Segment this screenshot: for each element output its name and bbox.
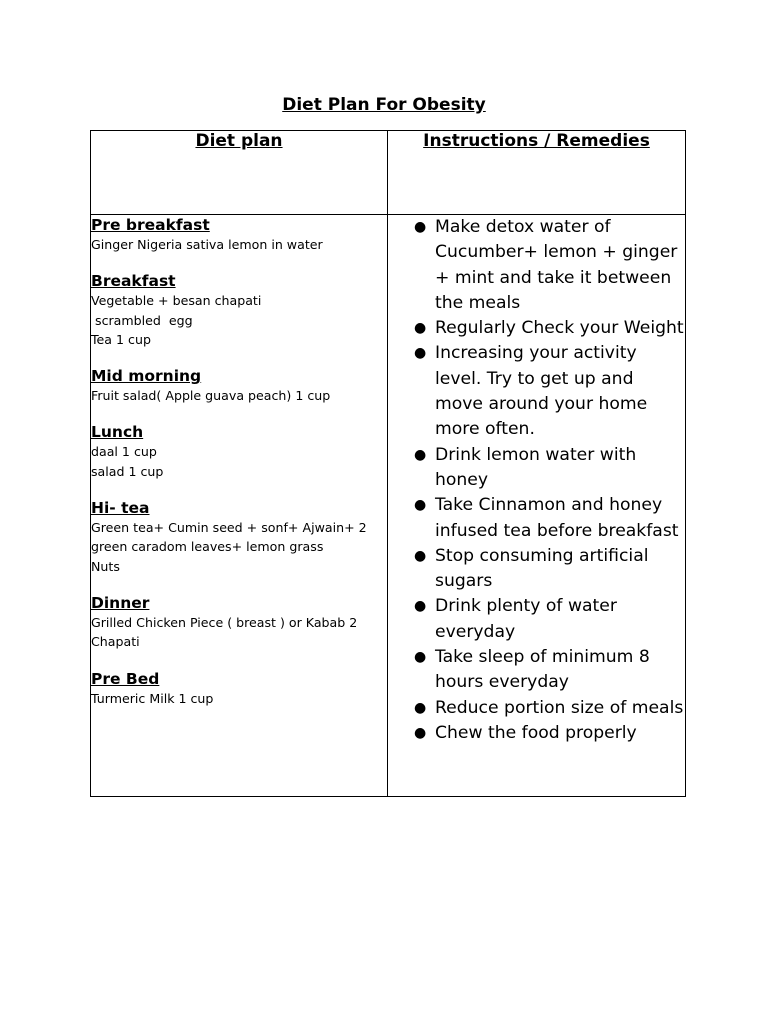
meal-line: Ginger Nigeria sativa lemon in water [91, 237, 323, 252]
remedy-item [388, 215, 685, 316]
remedy-text: Take Cinnamon and honey infused tea before breakfast [435, 495, 679, 541]
remedy-text: Regularly Check your Weight [435, 318, 684, 339]
meal-breakfast [91, 271, 387, 349]
bullet-icon: ● [414, 345, 427, 362]
remedy-text: Stop consuming artificial sugars [435, 545, 649, 592]
remedy-item [388, 493, 685, 544]
meal-line: Fruit salad( Apple guava peach) 1 cup [91, 388, 331, 404]
bullet-icon: ● [414, 547, 427, 564]
remedy-text: Make detox water of Cucumber+ lemon + ginger + mint and take it between the meals [435, 217, 678, 313]
meal-name: Lunch [91, 423, 144, 442]
remedy-item [388, 645, 685, 696]
meal-line: Vegetable + besan chapati [91, 293, 262, 309]
meal-name: Pre breakfast [91, 216, 210, 234]
remedies-list [388, 215, 685, 746]
meal-line: Turmeric Milk 1 cup [91, 690, 214, 706]
bullet-icon: ● [414, 649, 427, 666]
bullet-icon: ● [414, 497, 427, 514]
meal-name: Breakfast [91, 272, 176, 291]
remedies-cell [388, 215, 686, 797]
remedy-text: Drink lemon water with honey [435, 444, 637, 490]
bullet-icon: ● [414, 446, 427, 463]
meal-pre-bed [91, 669, 387, 708]
remedy-text: Take sleep of minimum 8 hours everyday [435, 647, 650, 693]
meal-mid-morning [91, 366, 387, 405]
meal-line: Grilled Chicken Piece ( breast ) or Kabab 2 [91, 614, 358, 630]
remedy-text: Increasing your activity level. Try to get up and move around your home more often. [435, 343, 648, 440]
meal-line: Tea 1 cup [91, 331, 151, 347]
remedy-text: Reduce portion size of meals [435, 697, 684, 718]
remedy-item [388, 544, 685, 595]
meal-line: daal 1 cup [91, 444, 157, 460]
bullet-icon: ● [414, 598, 427, 615]
bullet-icon: ● [414, 320, 427, 337]
bullet-icon: ● [414, 724, 427, 741]
meal-line: scrambled egg [91, 312, 193, 328]
table-body-row [91, 215, 686, 797]
meal-line: Nuts [91, 558, 120, 574]
bullet-icon: ● [414, 699, 427, 716]
remedy-item [388, 696, 685, 721]
meal-pre-breakfast [91, 215, 387, 254]
meal-lunch [91, 422, 387, 481]
remedy-text: Chew the food properly [435, 722, 637, 743]
table-header-row [91, 131, 686, 215]
diet-plan-header: Diet plan [91, 131, 388, 215]
meal-dinner [91, 593, 387, 652]
meal-line: Green tea+ Cumin seed + sonf+ Ajwain+ 2 [91, 520, 367, 536]
meal-line: salad 1 cup [91, 463, 164, 479]
meal-line: green caradom leaves+ lemon grass [91, 539, 324, 555]
meal-line: Chapati [91, 634, 140, 650]
instructions-header: Instructions / Remedies [388, 131, 686, 215]
meal-name: Pre Bed [91, 669, 160, 688]
remedy-item [388, 341, 685, 442]
document-title: Diet Plan For Obesity [282, 95, 486, 115]
meal-name: Hi- tea [91, 499, 150, 518]
meal-name: Mid morning [91, 367, 202, 386]
remedy-item [388, 594, 685, 645]
remedy-item [388, 316, 685, 341]
bullet-icon: ● [414, 219, 427, 235]
meals-cell [91, 215, 388, 797]
remedy-text: Drink plenty of water everyday [435, 596, 617, 642]
remedy-item [388, 443, 685, 494]
remedy-item [388, 721, 685, 746]
diet-plan-table [90, 130, 686, 797]
meal-name: Dinner [91, 593, 150, 612]
meal-hi-tea [91, 498, 387, 576]
